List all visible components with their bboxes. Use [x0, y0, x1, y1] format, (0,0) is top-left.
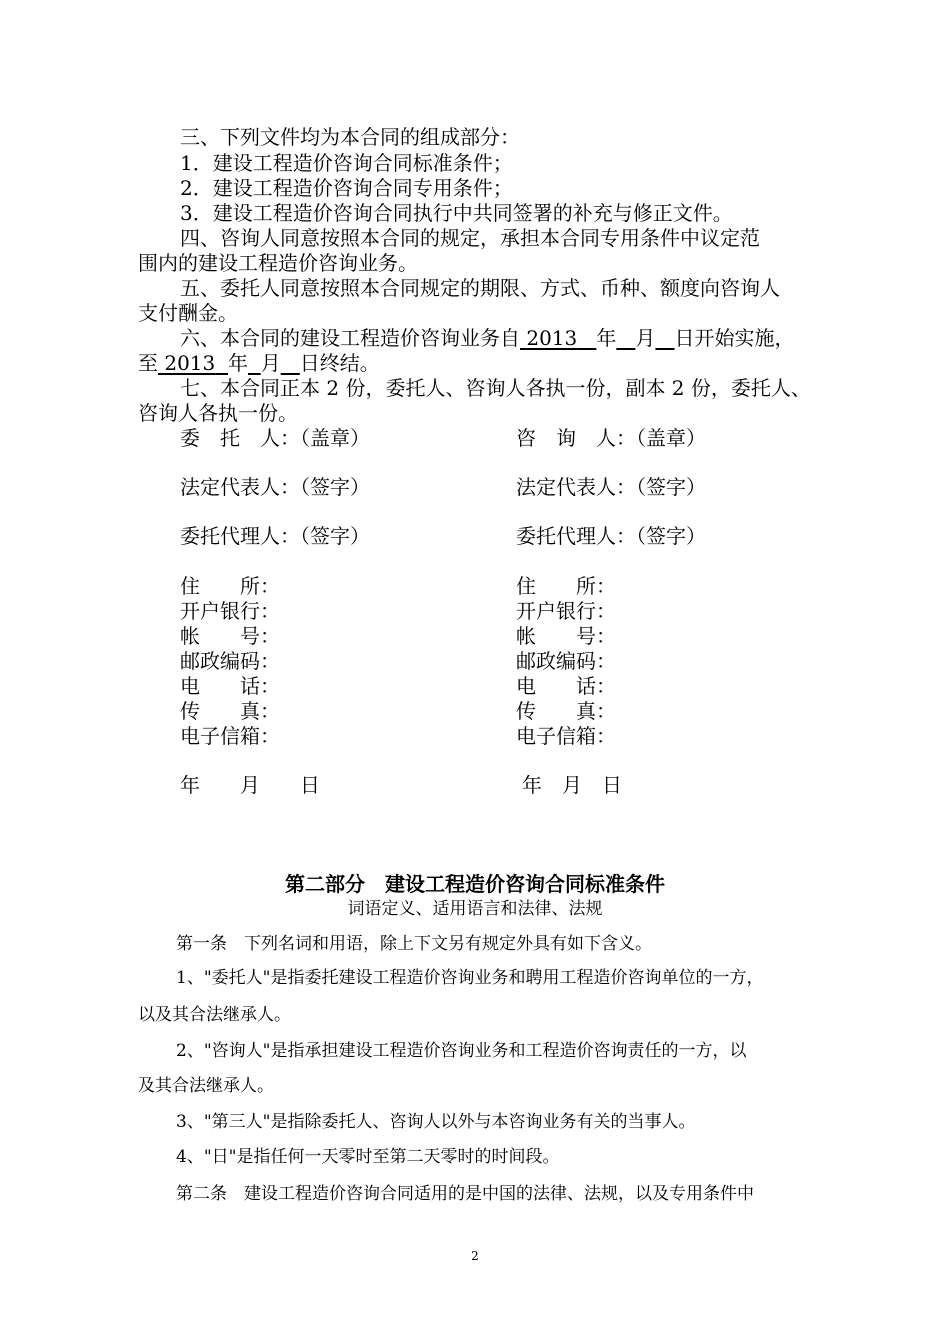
consultant-date-label: 年 月 日	[522, 773, 622, 797]
client-agent-label: 委托代理人：（签字）	[180, 524, 370, 548]
clause-4-line-2: 围内的建设工程造价咨询业务。	[138, 251, 418, 275]
clause-6-text-d: 日开始实施，	[674, 326, 795, 350]
clause-6-text-h: 日终结。	[299, 351, 380, 375]
part-2-subtitle: 词语定义、适用语言和法律、法规	[347, 899, 603, 919]
clause-7-line-1: 七、本合同正本 2 份，委托人、咨询人各执一份，副本 2 份，委托人、	[180, 376, 811, 400]
consultant-email-label: 电子信箱：	[516, 724, 616, 748]
clause-3-item-3: 3．建设工程造价咨询合同执行中共同签署的补充与修正文件。	[180, 201, 733, 225]
definition-1-line-1: 1、"委托人"是指委托建设工程造价咨询业务和聘用工程造价咨询单位的一方，	[176, 968, 764, 988]
start-year-field: 2013	[526, 326, 578, 350]
page-number: 2	[471, 1249, 479, 1263]
article-1: 第一条 下列名词和用语，除上下文另有规定外具有如下含义。	[176, 934, 652, 954]
client-email-label: 电子信箱：	[180, 724, 280, 748]
client-account-label: 帐 号：	[180, 624, 280, 648]
clause-6-line-1	[180, 325, 795, 351]
consultant-fax-label: 传 真：	[516, 699, 616, 723]
clause-6-line-2	[138, 350, 380, 376]
article-2: 第二条 建设工程造价咨询合同适用的是中国的法律、法规，以及专用条件中	[176, 1184, 754, 1204]
consultant-postcode-label: 邮政编码：	[516, 649, 616, 673]
definition-2-line-1: 2、"咨询人"是指承担建设工程造价咨询业务和工程造价咨询责任的一方，以	[176, 1041, 747, 1061]
clause-6-text-g: 月	[260, 351, 281, 375]
client-date-label: 年 月 日	[180, 773, 320, 797]
clause-6-text-f: 年	[227, 351, 248, 375]
consultant-agent-label: 委托代理人：（签字）	[516, 524, 706, 548]
client-fax-label: 传 真：	[180, 699, 280, 723]
end-day-field	[281, 351, 300, 375]
consultant-phone-label: 电 话：	[516, 674, 616, 698]
consultant-legal-rep-label: 法定代表人：（签字）	[516, 475, 706, 499]
clause-3-title: 三、下列文件均为本合同的组成部分：	[180, 125, 520, 149]
client-bank-label: 开户银行：	[180, 599, 280, 623]
client-legal-rep-label: 法定代表人：（签字）	[180, 475, 370, 499]
clause-5-line-1: 五、委托人同意按照本合同规定的期限、方式、币种、额度向咨询人	[180, 276, 780, 300]
end-month-field	[248, 351, 261, 375]
client-phone-label: 电 话：	[180, 674, 280, 698]
consultant-account-label: 帐 号：	[516, 624, 616, 648]
part-2-title: 第二部分 建设工程造价咨询合同标准条件	[285, 872, 665, 896]
clause-6-text-c: 月	[635, 326, 656, 350]
definition-2-line-2: 及其合法继承人。	[138, 1076, 274, 1096]
clause-4-line-1: 四、咨询人同意按照本合同的规定，承担本合同专用条件中议定范	[180, 226, 760, 250]
client-address-label: 住 所：	[180, 574, 280, 598]
clause-6-text-b: 年	[596, 326, 617, 350]
client-party-label: 委 托 人：（盖章）	[180, 426, 370, 450]
consultant-address-label: 住 所：	[516, 574, 616, 598]
start-month-field	[616, 326, 635, 350]
start-day-field	[655, 326, 674, 350]
consultant-party-label: 咨 询 人：（盖章）	[516, 426, 706, 450]
clause-6-text-a: 六、本合同的建设工程造价咨询业务自	[180, 326, 520, 350]
clause-3-item-1: 1．建设工程造价咨询合同标准条件；	[180, 151, 513, 175]
end-year-field: 2013	[164, 351, 216, 375]
client-postcode-label: 邮政编码：	[180, 649, 280, 673]
clause-7-line-2: 咨询人各执一份。	[138, 401, 298, 425]
clause-5-line-2: 支付酬金。	[138, 301, 238, 325]
definition-4: 4、"日"是指任何一天零时至第二天零时的时间段。	[176, 1147, 560, 1167]
consultant-bank-label: 开户银行：	[516, 599, 616, 623]
clause-6-text-e: 至	[138, 351, 158, 375]
definition-3: 3、"第三人"是指除委托人、咨询人以外与本咨询业务有关的当事人。	[176, 1112, 696, 1132]
clause-3-item-2: 2．建设工程造价咨询合同专用条件；	[180, 176, 513, 200]
definition-1-line-2: 以及其合法继承人。	[138, 1005, 291, 1025]
